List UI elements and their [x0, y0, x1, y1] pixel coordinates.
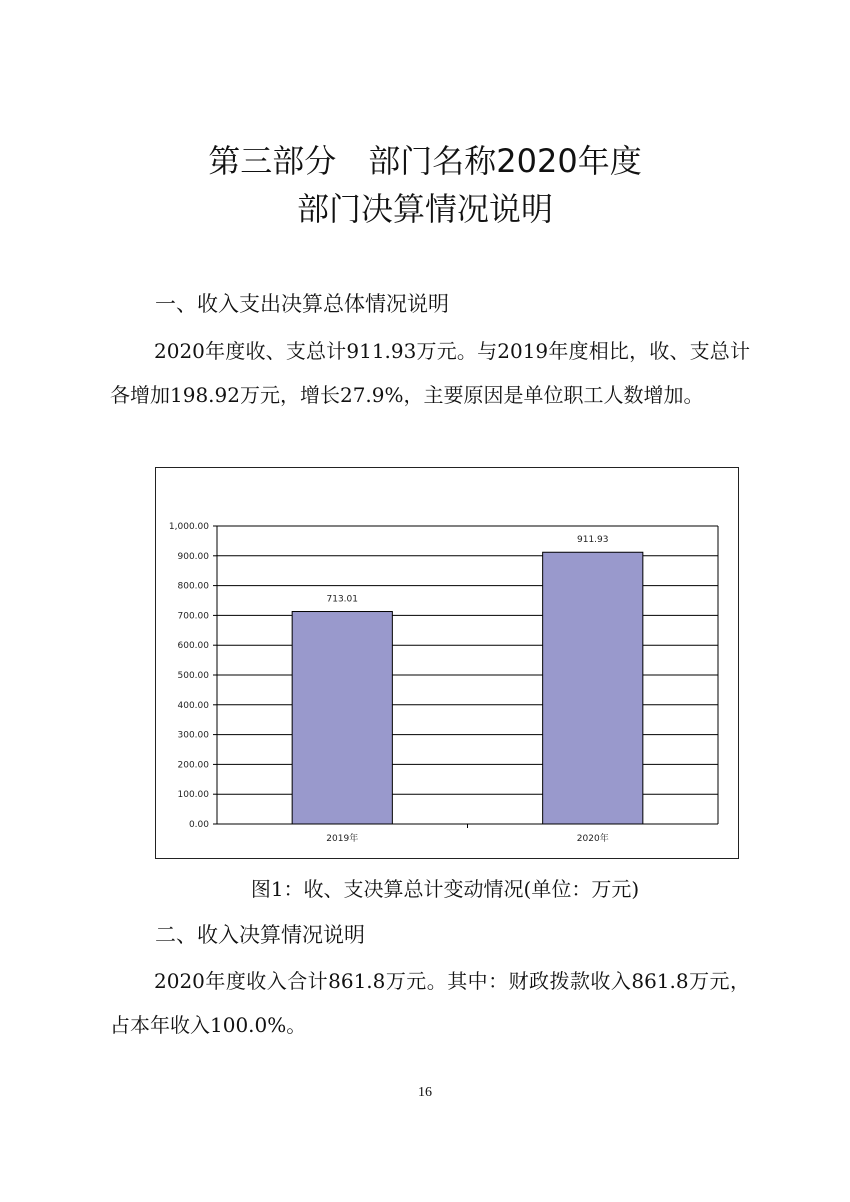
data-label: 713.01 [326, 594, 358, 605]
y-tick-label: 100.00 [177, 790, 209, 801]
page-number: 16 [418, 1085, 432, 1100]
chart-caption: 图1：收、支决算总计变动情况(单位：万元) [250, 877, 640, 901]
bar [543, 552, 643, 824]
y-tick-label: 800.00 [177, 581, 209, 592]
page-title-line-1: 第三部分 部门名称2020年度 [208, 142, 642, 180]
y-tick-label: 0.00 [188, 820, 209, 830]
y-tick-label: 1,000.00 [168, 522, 209, 532]
y-tick-label: 200.00 [177, 760, 209, 771]
y-tick-label: 500.00 [177, 671, 209, 681]
bar-chart [156, 468, 740, 860]
section-1-heading: 一、收入支出决算总体情况说明 [155, 292, 449, 316]
page-title-line-2: 部门决算情况说明 [296, 190, 553, 228]
y-tick-label: 600.00 [177, 641, 209, 652]
section-1-paragraph: 2020年度收、支总计911.93万元。与2019年度相比，收、支总计各增加198.92万元，增长27.9%，主要原因是单位职工人数增加。 [110, 339, 750, 407]
y-tick-label: 700.00 [177, 611, 209, 622]
y-tick-label: 900.00 [177, 551, 209, 562]
y-tick-label: 300.00 [177, 730, 209, 741]
data-label: 911.93 [577, 535, 609, 546]
section-2-paragraph: 2020年度收入合计861.8万元。其中：财政拨款收入861.8万元，占本年收入100.0%。 [110, 969, 750, 1037]
x-tick-label: 2019年 [326, 834, 359, 844]
chart-frame [155, 467, 739, 859]
section-2-heading: 二、收入决算情况说明 [155, 923, 365, 947]
y-tick-label: 400.00 [177, 700, 209, 711]
bar [292, 612, 392, 824]
x-tick-label: 2020年 [576, 834, 609, 844]
